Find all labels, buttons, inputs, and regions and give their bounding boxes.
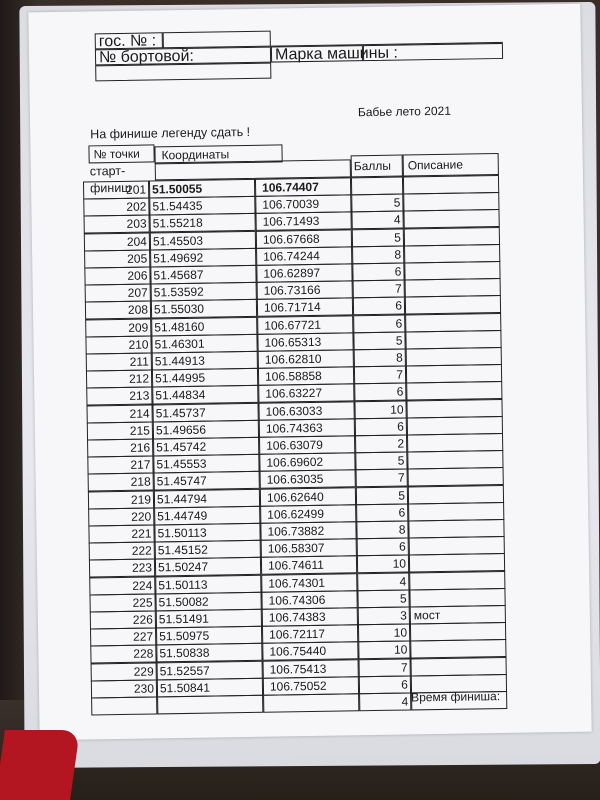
- gos-field[interactable]: [163, 31, 271, 49]
- row-number: 210: [85, 335, 151, 354]
- row-number: 207: [85, 284, 151, 303]
- row-points: 5: [357, 589, 409, 608]
- row-number: 219: [88, 490, 154, 509]
- row-number: 230: [91, 679, 157, 698]
- row-latitude: 51.54435: [149, 196, 255, 216]
- row-latitude: 51.52557: [157, 660, 263, 680]
- row-longitude: 106.67668: [256, 229, 352, 249]
- row-latitude: 51.45687: [150, 265, 256, 285]
- row-number: [91, 696, 157, 715]
- row-number: 205: [84, 249, 150, 268]
- row-number: 206: [84, 266, 150, 285]
- finish-time-label: Время финиша:: [411, 689, 501, 705]
- row-longitude: 106.74383: [262, 607, 358, 627]
- row-latitude: 51.45503: [150, 230, 256, 250]
- row-longitude: 106.74244: [256, 246, 352, 266]
- row-longitude: 106.74306: [261, 590, 357, 610]
- row-latitude: [157, 695, 263, 715]
- row-latitude: 51.53592: [151, 282, 257, 302]
- row-latitude: 51.45152: [155, 540, 261, 560]
- row-latitude: 51.55218: [150, 213, 256, 233]
- row-points: 10: [354, 400, 406, 419]
- header-row-bort-extra: [95, 63, 271, 82]
- row-number: 216: [87, 438, 153, 457]
- row-longitude: 106.63033: [258, 401, 354, 421]
- row-longitude: 106.74611: [261, 556, 357, 576]
- row-longitude: 106.71714: [257, 298, 353, 318]
- row-longitude: 106.75052: [263, 676, 359, 696]
- marka-label: Марка машины :: [271, 45, 363, 62]
- row-longitude: 106.74407: [255, 177, 351, 197]
- row-longitude: 106.73166: [257, 281, 353, 301]
- row-points: 4: [351, 211, 403, 230]
- row-longitude: 106.63079: [259, 435, 355, 455]
- row-points: 5: [351, 194, 403, 213]
- row-number: 217: [87, 456, 153, 475]
- col-header-point: № точки: [88, 144, 154, 163]
- row-points: 6: [353, 314, 405, 333]
- row-latitude: 51.48160: [151, 316, 257, 336]
- row-number: 202: [83, 198, 149, 217]
- bort-label: № бортовой:: [95, 47, 271, 66]
- gos-label: гос. № :: [95, 32, 163, 49]
- row-points: 4: [359, 692, 411, 711]
- row-longitude: 106.67721: [257, 315, 353, 335]
- row-points: 6: [354, 383, 406, 402]
- row-number: 223: [89, 559, 155, 578]
- row-longitude: 106.62640: [260, 487, 356, 507]
- row-points: 10: [358, 641, 410, 660]
- row-points: 6: [355, 417, 407, 436]
- event-title: Бабье лето 2021: [357, 103, 452, 120]
- row-points: 5: [353, 331, 405, 350]
- row-points: [351, 177, 403, 196]
- row-longitude: 106.58858: [258, 366, 354, 386]
- row-longitude: 106.63227: [258, 384, 354, 404]
- row-points: 3: [358, 606, 410, 625]
- row-points: 7: [356, 469, 408, 488]
- row-longitude: 106.62810: [258, 349, 354, 369]
- row-number: 208: [85, 301, 151, 320]
- row-longitude: [263, 693, 359, 713]
- row-points: 6: [356, 503, 408, 522]
- row-number: 213: [86, 387, 152, 406]
- row-points: 7: [353, 280, 405, 299]
- row-latitude: 51.50838: [156, 643, 262, 663]
- row-latitude: 51.45747: [154, 471, 260, 491]
- row-longitude: 106.74301: [261, 573, 357, 593]
- row-points: 7: [354, 366, 406, 385]
- row-longitude: 106.65313: [257, 332, 353, 352]
- row-points: 6: [353, 297, 405, 316]
- row-latitude: 51.45737: [152, 402, 258, 422]
- row-number: 227: [90, 628, 156, 647]
- row-points: 5: [352, 228, 404, 247]
- row-latitude: 51.46301: [151, 334, 257, 354]
- row-number: 220: [88, 507, 154, 526]
- row-latitude: 51.49692: [150, 248, 256, 268]
- row-number: 222: [89, 542, 155, 561]
- row-points: 8: [352, 245, 404, 264]
- col-header-startfinish: старт-финиш: [89, 163, 132, 196]
- row-number: 209: [85, 318, 151, 337]
- row-longitude: 106.70039: [255, 195, 351, 215]
- row-number: 228: [90, 645, 156, 664]
- row-points: 7: [359, 658, 411, 677]
- row-number: 226: [90, 610, 156, 629]
- row-latitude: 51.44995: [152, 368, 258, 388]
- row-number: 204: [84, 232, 150, 251]
- row-points: 6: [352, 263, 404, 282]
- col-header-coords: Координаты: [154, 144, 282, 164]
- row-points: 6: [357, 538, 409, 557]
- paper-sheet: [28, 4, 591, 741]
- row-latitude: 51.51491: [156, 609, 262, 629]
- row-latitude: 51.44749: [154, 506, 260, 526]
- row-number: 221: [88, 524, 154, 543]
- row-longitude: 106.63035: [260, 470, 356, 490]
- col-header-desc: Описание: [403, 153, 499, 177]
- row-points: 8: [354, 348, 406, 367]
- row-points: 10: [357, 555, 409, 574]
- marka-field[interactable]: [363, 43, 503, 61]
- row-latitude: 51.50247: [155, 557, 261, 577]
- row-latitude: 51.50113: [155, 574, 261, 594]
- row-number: 203: [84, 215, 150, 234]
- row-longitude: 106.74363: [259, 418, 355, 438]
- row-latitude: 51.50975: [156, 626, 262, 646]
- row-number: 214: [86, 404, 152, 423]
- row-latitude: 51.49656: [153, 420, 259, 440]
- row-latitude: 51.45742: [153, 437, 259, 457]
- row-longitude: 106.62499: [260, 504, 356, 524]
- row-points: 6: [359, 675, 411, 694]
- row-longitude: 106.72117: [262, 624, 358, 644]
- row-longitude: 106.73882: [260, 521, 356, 541]
- row-points: 10: [358, 624, 410, 643]
- col-header-points: Баллы: [351, 155, 403, 178]
- row-latitude: 51.44913: [152, 351, 258, 371]
- row-description: мост: [410, 605, 506, 625]
- row-points: 5: [355, 452, 407, 471]
- row-longitude: 106.69602: [259, 452, 355, 472]
- row-longitude: 106.75440: [262, 642, 358, 662]
- row-longitude: 106.75413: [263, 659, 359, 679]
- row-latitude: 51.50082: [155, 592, 261, 612]
- row-latitude: 51.45553: [153, 454, 259, 474]
- row-number: 224: [89, 576, 155, 595]
- row-longitude: 106.71493: [255, 212, 351, 232]
- row-points: 4: [357, 572, 409, 591]
- row-number: 215: [87, 421, 153, 440]
- row-latitude: 51.44834: [152, 385, 258, 405]
- row-number: 218: [88, 473, 154, 492]
- row-latitude: 51.44794: [154, 488, 260, 508]
- row-number: 225: [89, 593, 155, 612]
- row-number: 212: [86, 370, 152, 389]
- row-latitude: 51.50113: [154, 523, 260, 543]
- row-number: 229: [91, 662, 157, 681]
- row-points: 2: [355, 434, 407, 453]
- row-points: 8: [356, 520, 408, 539]
- row-latitude: 51.50055: [149, 179, 255, 199]
- red-cloth: [0, 730, 80, 800]
- row-number: 201: [83, 181, 149, 200]
- bort-field[interactable]: [95, 63, 271, 82]
- row-points: 5: [356, 486, 408, 505]
- row-number: 211: [86, 352, 152, 371]
- legend-note: На финише легенду сдать !: [90, 124, 251, 142]
- row-latitude: 51.55030: [151, 299, 257, 319]
- row-longitude: 106.62897: [256, 263, 352, 283]
- row-longitude: 106.58307: [261, 538, 357, 558]
- row-latitude: 51.50841: [157, 678, 263, 698]
